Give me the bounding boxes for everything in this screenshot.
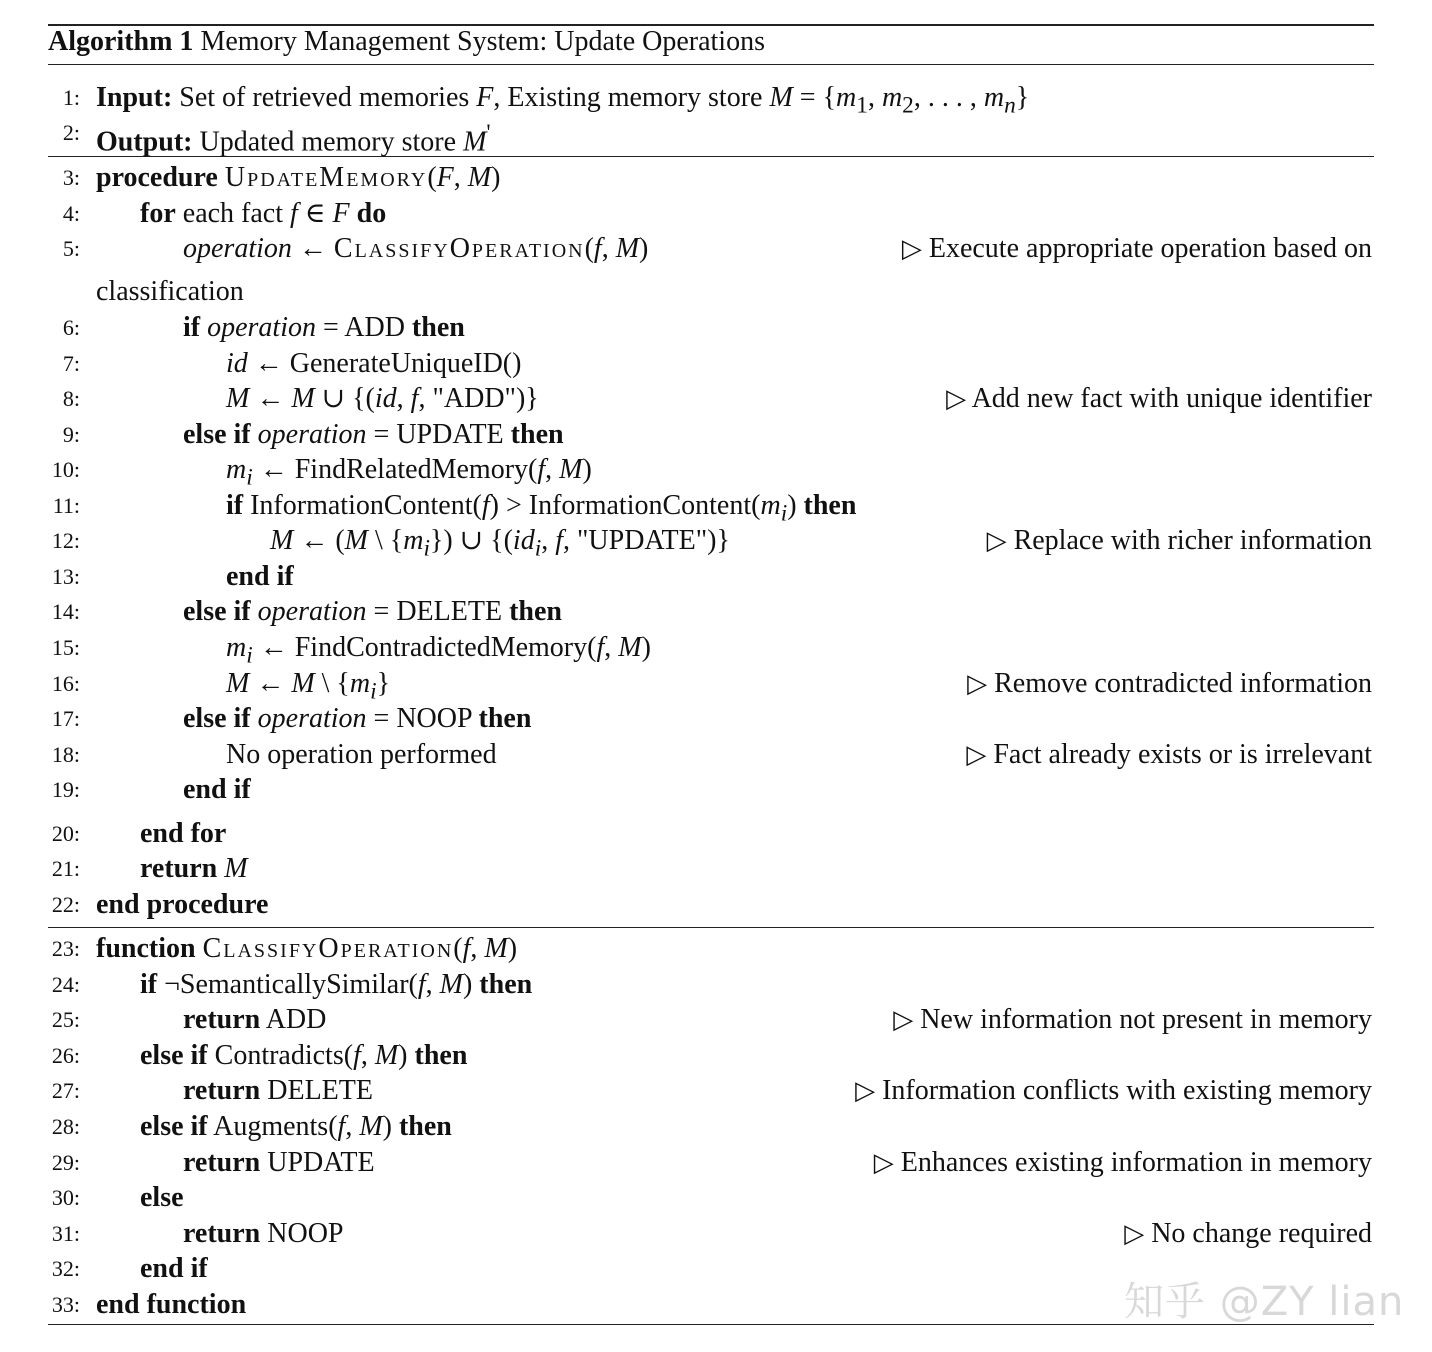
line-11: 11: if InformationContent(f) > $InformationContent(m_i)$ then: [52, 490, 857, 527]
line-26: 26: else if Contradicts(f, M) then: [51, 1040, 468, 1071]
comment-line-18: ▷ Fact already exists or is irrelevant: [966, 739, 1372, 770]
line-7: 7: id ← GenerateUniqueID(): [62, 348, 522, 379]
input-label: Input:: [96, 82, 173, 113]
watermark: 知乎 @ZY lian: [1124, 1279, 1405, 1325]
line-19: 19: end if: [51, 774, 251, 805]
comment-line-27: ▷ Information conflicts with existing memory: [855, 1075, 1372, 1106]
comment-line-8: ▷ Add new fact with unique identifier: [946, 383, 1372, 414]
procedure-rule: [48, 927, 1374, 928]
line-9: 9: else if operation = UPDATE then: [62, 419, 564, 450]
line-27: 27: return DELETE ▷ Information conflicts with existing memory: [51, 1075, 1372, 1106]
line-6: 6: if operation = ADD then: [62, 312, 465, 343]
comment-line-16: ▷ Remove contradicted information: [967, 668, 1372, 699]
comment-line-29: ▷ Enhances existing information in memory: [873, 1147, 1372, 1178]
line-12: 12: M ← (M \ $\{m_i\}$) ∪ {($id_i$, f, "UPDATE")} ▷ Replace with richer information: [51, 525, 1372, 562]
algorithm-title: [48, 26, 765, 58]
line-29: 29: return UPDATE ▷ Enhances existing information in memory: [51, 1147, 1372, 1178]
line-13: 13: end if: [51, 561, 294, 592]
algorithm-label: Algorithm 1: [48, 26, 194, 57]
comment-line-5: ▷ Execute appropriate operation based on: [901, 233, 1372, 264]
line-22: 22: end procedure: [51, 889, 269, 920]
line-17: 17: else if operation = NOOP then: [51, 703, 532, 734]
comment-line-12: ▷ Replace with richer information: [986, 525, 1372, 556]
line-2: 2: Output: Updated memory store M': [62, 120, 491, 158]
line-4: 4: for each fact f ∈ F do: [62, 198, 387, 229]
comment-line-25: ▷ New information not present in memory: [893, 1004, 1372, 1035]
line-25: 25: return ADD ▷ New information not present in memory: [51, 1004, 1372, 1035]
line-10: 10: $m_i$ ← FindRelatedMemory(f, M): [51, 454, 592, 491]
line-16: 16: M ← M \ $\{m_i\}$ ▷ Remove contradicted information: [51, 668, 1372, 705]
line-21: 21: return M: [51, 853, 248, 884]
line-1: 1: Input: Set of retrieved memories F, Existing memory store $M = \{m_1$, $m_2$, . . . , $m_n$}: [62, 82, 1030, 119]
line-20: 20: end for: [51, 818, 227, 849]
line-33: 33: end function: [51, 1289, 247, 1320]
line-3: 3: procedure UpdateMemory(F, M): [62, 162, 501, 193]
line-15: 15: $m_i$ ← FindContradictedMemory(f, M): [51, 632, 651, 669]
line-23: 23: function ClassifyOperation(f, M): [51, 933, 518, 964]
line-31: 31: return NOOP ▷ No change required: [51, 1218, 1372, 1249]
output-label: Output:: [96, 126, 193, 158]
line-24: 24: if ¬SemanticallySimilar(f, M) then: [51, 969, 533, 1000]
line-28: 28: else if Augments(f, M) then: [51, 1111, 452, 1142]
line-8: 8: M ← M ∪ {(id, f, "ADD")} ▷ Add new fact with unique identifier: [62, 383, 1372, 414]
line-18: 18: No operation performed ▷ Fact already exists or is irrelevant: [51, 739, 1372, 770]
title-rule: [48, 64, 1374, 65]
line-5-continued: classification: [96, 276, 244, 307]
line-14: 14: else if operation = DELETE then: [51, 596, 562, 627]
comment-line-31: ▷ No change required: [1124, 1218, 1372, 1249]
algorithm-name: Memory Management System: Update Operations: [200, 26, 765, 57]
line-32: 32: end if: [51, 1253, 208, 1284]
line-30: 30: else: [51, 1182, 184, 1213]
line-5: 5: operation ← ClassifyOperation(f, M) ▷ Execute appropriate operation based on: [62, 233, 1372, 264]
